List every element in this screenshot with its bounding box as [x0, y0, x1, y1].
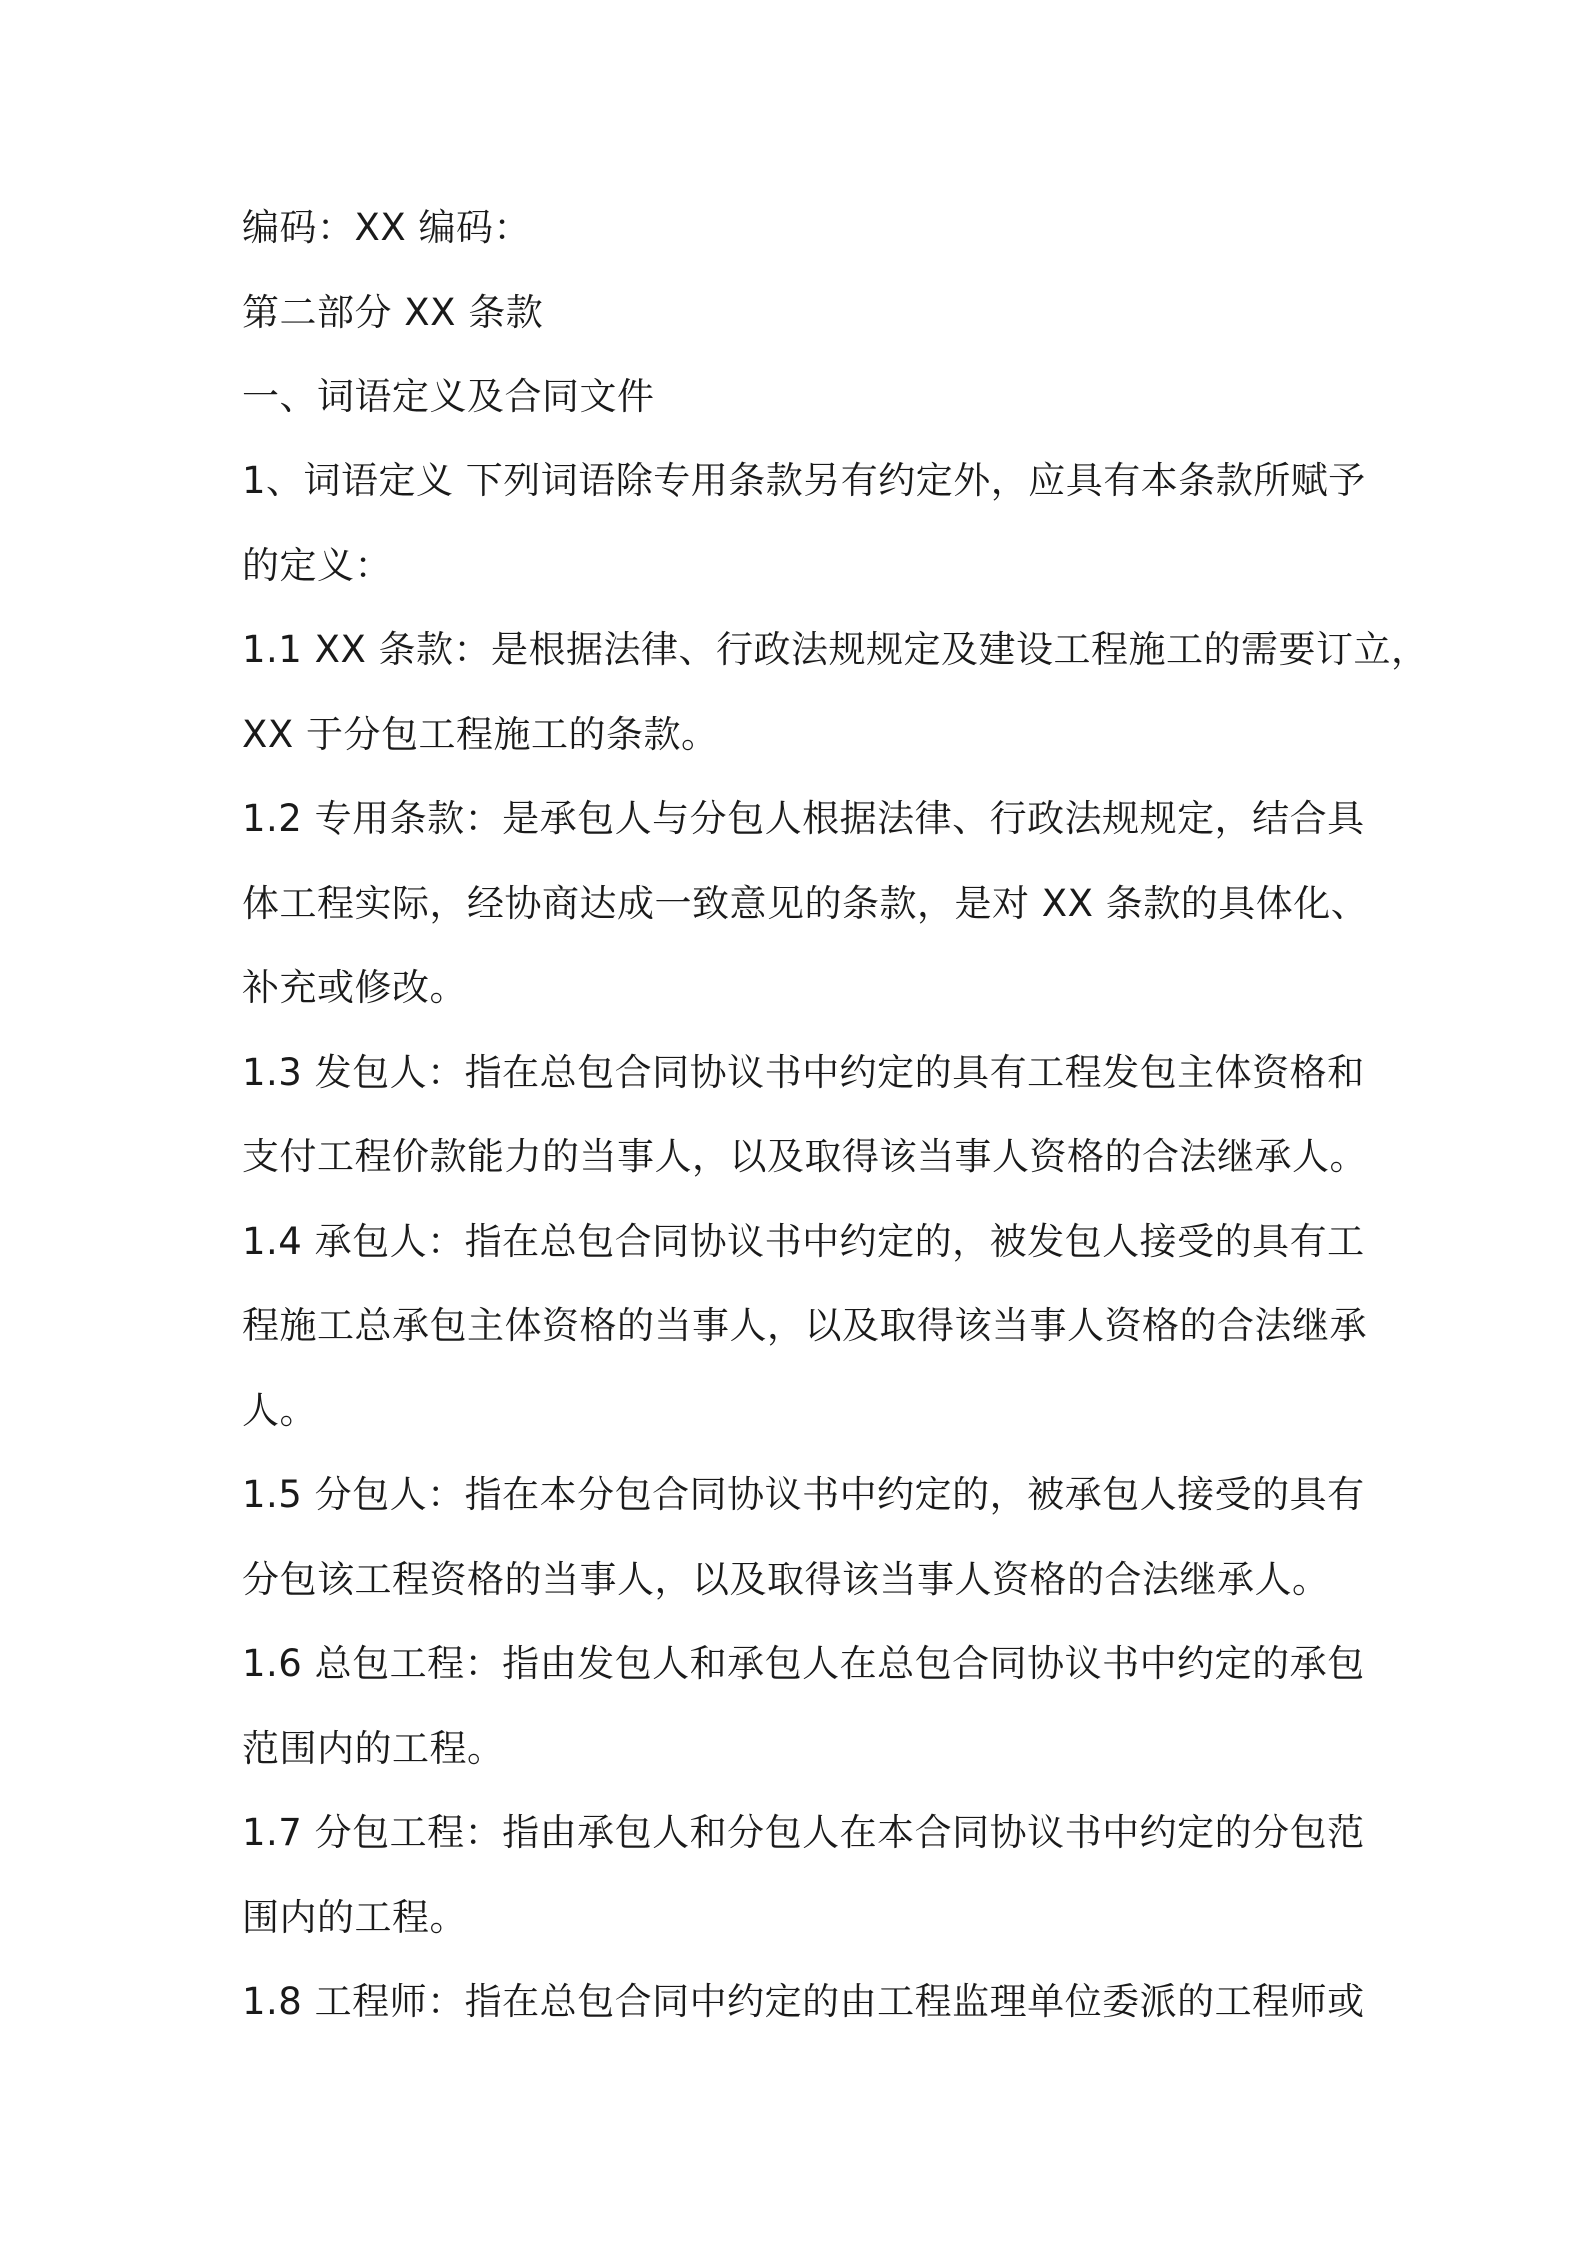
paragraph-line: 分包该工程资格的当事人，以及取得该当事人资格的合法继承人。	[242, 1558, 1330, 1601]
paragraph-line: 1.8 工程师：指在总包合同中约定的由工程监理单位委派的工程师或	[242, 1980, 1365, 2023]
paragraph-line: 人。	[242, 1389, 317, 1432]
paragraph-line: 支付工程价款能力的当事人，以及取得该当事人资格的合法继承人。	[242, 1135, 1367, 1178]
paragraph-line: 程施工总承包主体资格的当事人，以及取得该当事人资格的合法继承	[242, 1304, 1367, 1347]
paragraph-line: 1.7 分包工程：指由承包人和分包人在本合同协议书中约定的分包范	[242, 1811, 1365, 1854]
code-line: 编码：XX 编码：	[242, 206, 531, 249]
paragraph-line: XX 于分包工程施工的条款。	[242, 713, 719, 756]
paragraph-line: 的定义：	[242, 544, 392, 587]
paragraph-line: 围内的工程。	[242, 1896, 467, 1939]
part-heading: 第二部分 XX 条款	[242, 291, 544, 334]
paragraph-line: 补充或修改。	[242, 966, 467, 1009]
paragraph-line: 1.1 XX 条款：是根据法律、行政法规规定及建设工程施工的需要订立，	[242, 628, 1429, 671]
paragraph-line: 1、词语定义 下列词语除专用条款另有约定外，应具有本条款所赋予	[242, 459, 1366, 502]
paragraph-line: 1.5 分包人：指在本分包合同协议书中约定的，被承包人接受的具有	[242, 1473, 1365, 1516]
paragraph-line: 1.3 发包人：指在总包合同协议书中约定的具有工程发包主体资格和	[242, 1051, 1365, 1094]
paragraph-line: 体工程实际，经协商达成一致意见的条款，是对 XX 条款的具体化、	[242, 882, 1369, 925]
section-heading: 一、词语定义及合同文件	[242, 375, 655, 418]
paragraph-line: 范围内的工程。	[242, 1727, 505, 1770]
paragraph-line: 1.2 专用条款：是承包人与分包人根据法律、行政法规规定，结合具	[242, 797, 1365, 840]
paragraph-line: 1.6 总包工程：指由发包人和承包人在总包合同协议书中约定的承包	[242, 1642, 1365, 1685]
paragraph-line: 1.4 承包人：指在总包合同协议书中约定的，被发包人接受的具有工	[242, 1220, 1365, 1263]
